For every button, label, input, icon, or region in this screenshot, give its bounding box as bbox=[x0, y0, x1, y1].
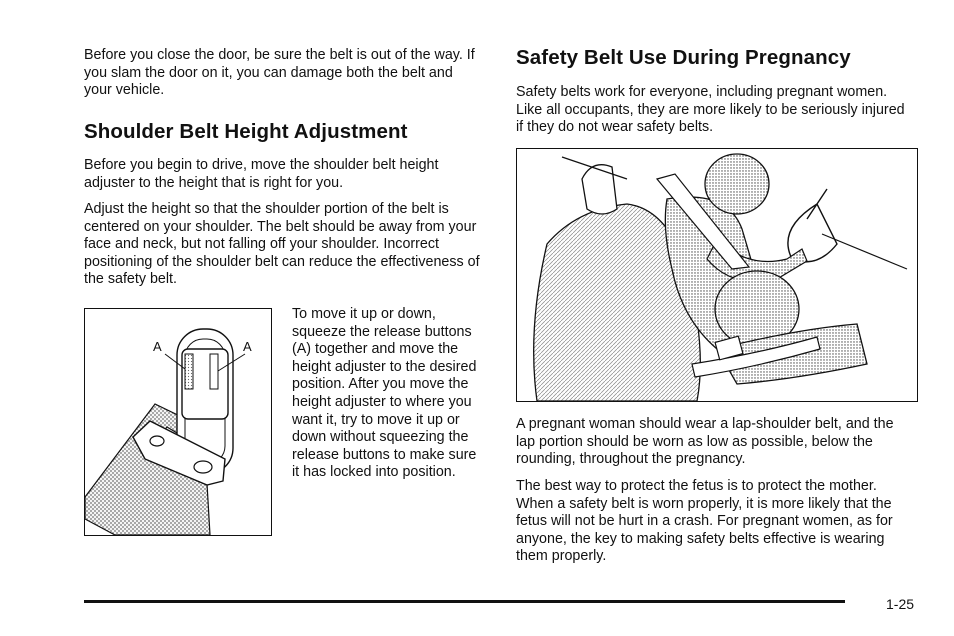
figure-label-left: A bbox=[153, 339, 162, 354]
occupant-head bbox=[705, 154, 769, 214]
height-adjuster-illustration bbox=[85, 309, 271, 535]
pregnancy-belt-illustration bbox=[517, 149, 917, 401]
height-adjuster-figure bbox=[84, 308, 272, 536]
headrest bbox=[582, 165, 617, 214]
pregnancy-paragraph-1: Safety belts work for everyone, including pregnant women. Like all occupants, they are more likely to be seriously injured if they do not wear safety belts. bbox=[516, 84, 905, 136]
pregnancy-paragraph-3: The best way to protect the fetus is to protect the mother. When a safety belt is worn properly, it is more likely that the fetus will not be hurt in a crash. For pregnant women, as for anyone, the key to making safety belts effective is wearing them properly. bbox=[516, 478, 893, 565]
shoulder-belt-heading: Shoulder Belt Height Adjustment bbox=[84, 120, 408, 143]
anchor-bolt bbox=[150, 436, 164, 446]
pregnancy-heading: Safety Belt Use During Pregnancy bbox=[516, 46, 851, 69]
steering-wheel bbox=[788, 189, 837, 262]
intro-paragraph: Before you close the door, be sure the belt is out of the way. If you slam the door on it, you can damage both the belt and your vehicle. bbox=[84, 47, 475, 99]
shoulder-belt-paragraph-2: Adjust the height so that the shoulder portion of the belt is centered on your shoulder. The belt should be away from your face and neck, but not falling off your shoulder. Incorrect positioning of the shoulder belt can reduce the effectiveness of the safety belt. bbox=[84, 201, 480, 288]
page-number: 1-25 bbox=[886, 596, 915, 612]
pregnancy-belt-figure bbox=[516, 148, 918, 402]
figure-label-right: A bbox=[243, 339, 252, 354]
release-button-left bbox=[185, 354, 193, 389]
footer-rule bbox=[84, 600, 845, 603]
height-adjuster-caption: To move it up or down, squeeze the release buttons (A) together and move the height adjuster to the desired position. After you move the height adjuster to where you want it, try to move it up or down without squeezing the release buttons to make sure it has locked into position. bbox=[292, 306, 477, 481]
release-button-right bbox=[210, 354, 218, 389]
shoulder-belt-paragraph-1: Before you begin to drive, move the shoulder belt height adjuster to the height that is right for you. bbox=[84, 157, 439, 191]
pregnancy-paragraph-2: A pregnant woman should wear a lap-shoulder belt, and the lap portion should be worn as low as possible, below the rounding, throughout the pregnancy. bbox=[516, 416, 894, 468]
